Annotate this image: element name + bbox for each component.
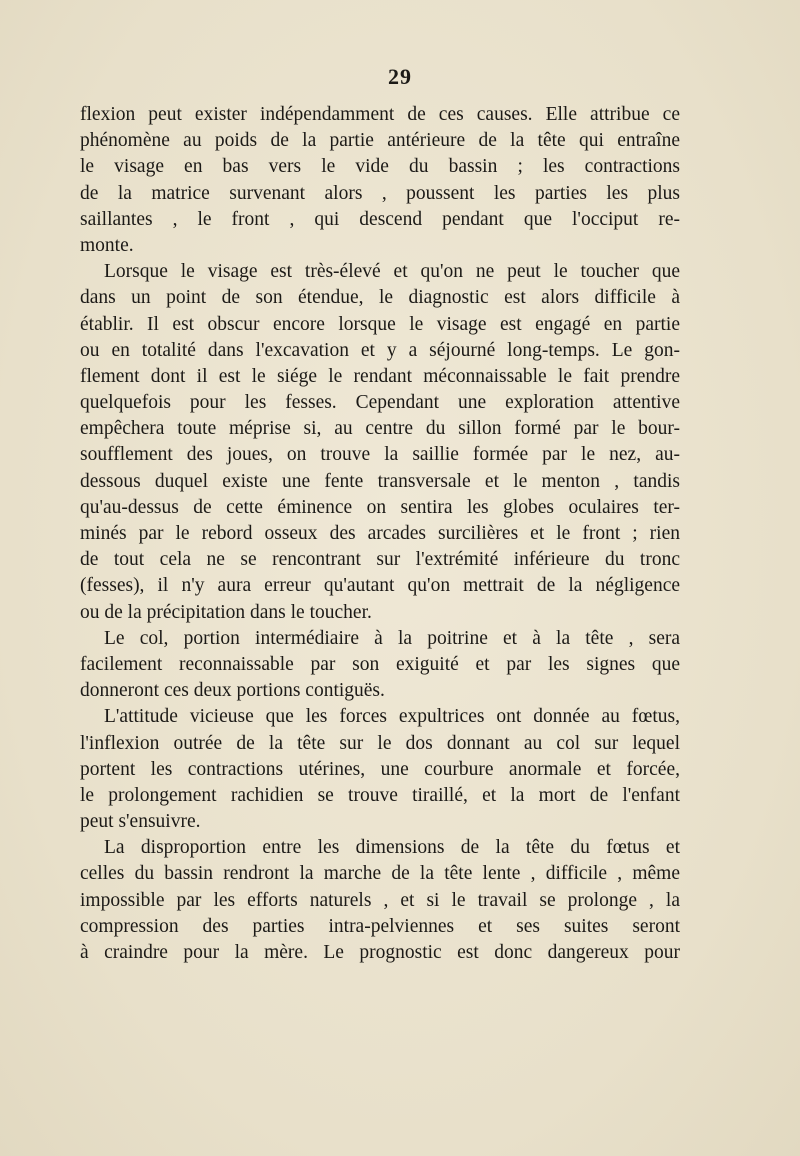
text-line: ou de la précipitation dans le toucher. [80, 601, 372, 623]
text-line: peut s'ensuivre. [80, 811, 201, 833]
text-line: qu'au-dessus de cette éminence on sentira les globes oculaires ter- [80, 496, 680, 518]
text-line: de tout cela ne se rencontrant sur l'extrémité inférieure du tronc [80, 549, 680, 571]
text-line: donneront ces deux portions contiguës. [80, 680, 385, 702]
text-line: Lorsque le visage est très-élevé et qu'on ne peut le toucher que [104, 261, 680, 283]
text-line: quelquefois pour les fesses. Cependant une exploration attentive [80, 392, 680, 414]
text-line: La disproportion entre les dimensions de la tête du fœtus et [104, 837, 680, 859]
page-number: 29 [388, 64, 412, 89]
text-line: Le col, portion intermédiaire à la poitrine et à la tête , sera [104, 627, 680, 649]
text-line: monte. [80, 234, 134, 256]
text-line: celles du bassin rendront la marche de la tête lente , difficile , même [80, 863, 680, 885]
text-line: impossible par les efforts naturels , et si le travail se prolonge , la [80, 889, 680, 911]
text-line: L'attitude vicieuse que les forces expultrices ont donnée au fœtus, [104, 706, 680, 728]
text-line: dessous duquel existe une fente transversale et le menton , tandis [80, 470, 680, 492]
text-line: le visage en bas vers le vide du bassin ; les contractions [80, 156, 680, 178]
text-line: à craindre pour la mère. Le prognostic est donc dangereux pour [80, 942, 680, 963]
text-line: (fesses), il n'y aura erreur qu'autant qu'on mettrait de la négligence [80, 575, 680, 597]
text-line: l'inflexion outrée de la tête sur le dos donnant au col sur lequel [80, 732, 680, 754]
text-line: ou en totalité dans l'excavation et y a séjourné long-temps. Le gon- [80, 339, 680, 361]
text-line: empêchera toute méprise si, au centre du sillon formé par le bour- [80, 418, 680, 440]
text-line: saillantes , le front , qui descend pendant que l'occiput re- [80, 208, 680, 230]
text-line: flexion peut exister indépendamment de ces causes. Elle attribue ce [80, 104, 680, 125]
text-line: flement dont il est le siége le rendant méconnaissable le fait prendre [80, 365, 680, 387]
text-line: dans un point de son étendue, le diagnostic est alors difficile à [80, 287, 680, 309]
text-line: portent les contractions utérines, une courbure anormale et forcée, [80, 758, 680, 780]
text-line: minés par le rebord osseux des arcades surcilières et le front ; rien [80, 523, 680, 544]
text-line: établir. Il est obscur encore lorsque le visage est engagé en partie [80, 313, 680, 335]
text-line: compression des parties intra-pelviennes et ses suites seront [80, 915, 680, 937]
text-line: le prolongement rachidien se trouve tiraillé, et la mort de l'enfant [80, 784, 680, 806]
text-line: soufflement des joues, on trouve la saillie formée par le nez, au- [80, 444, 680, 466]
text-line: phénomène au poids de la partie antérieure de la tête qui entraîne [80, 130, 680, 152]
text-line: de la matrice survenant alors , poussent les parties les plus [80, 182, 680, 204]
body-text [80, 102, 680, 966]
text-line: facilement reconnaissable par son exiguité et par les signes que [80, 653, 680, 675]
